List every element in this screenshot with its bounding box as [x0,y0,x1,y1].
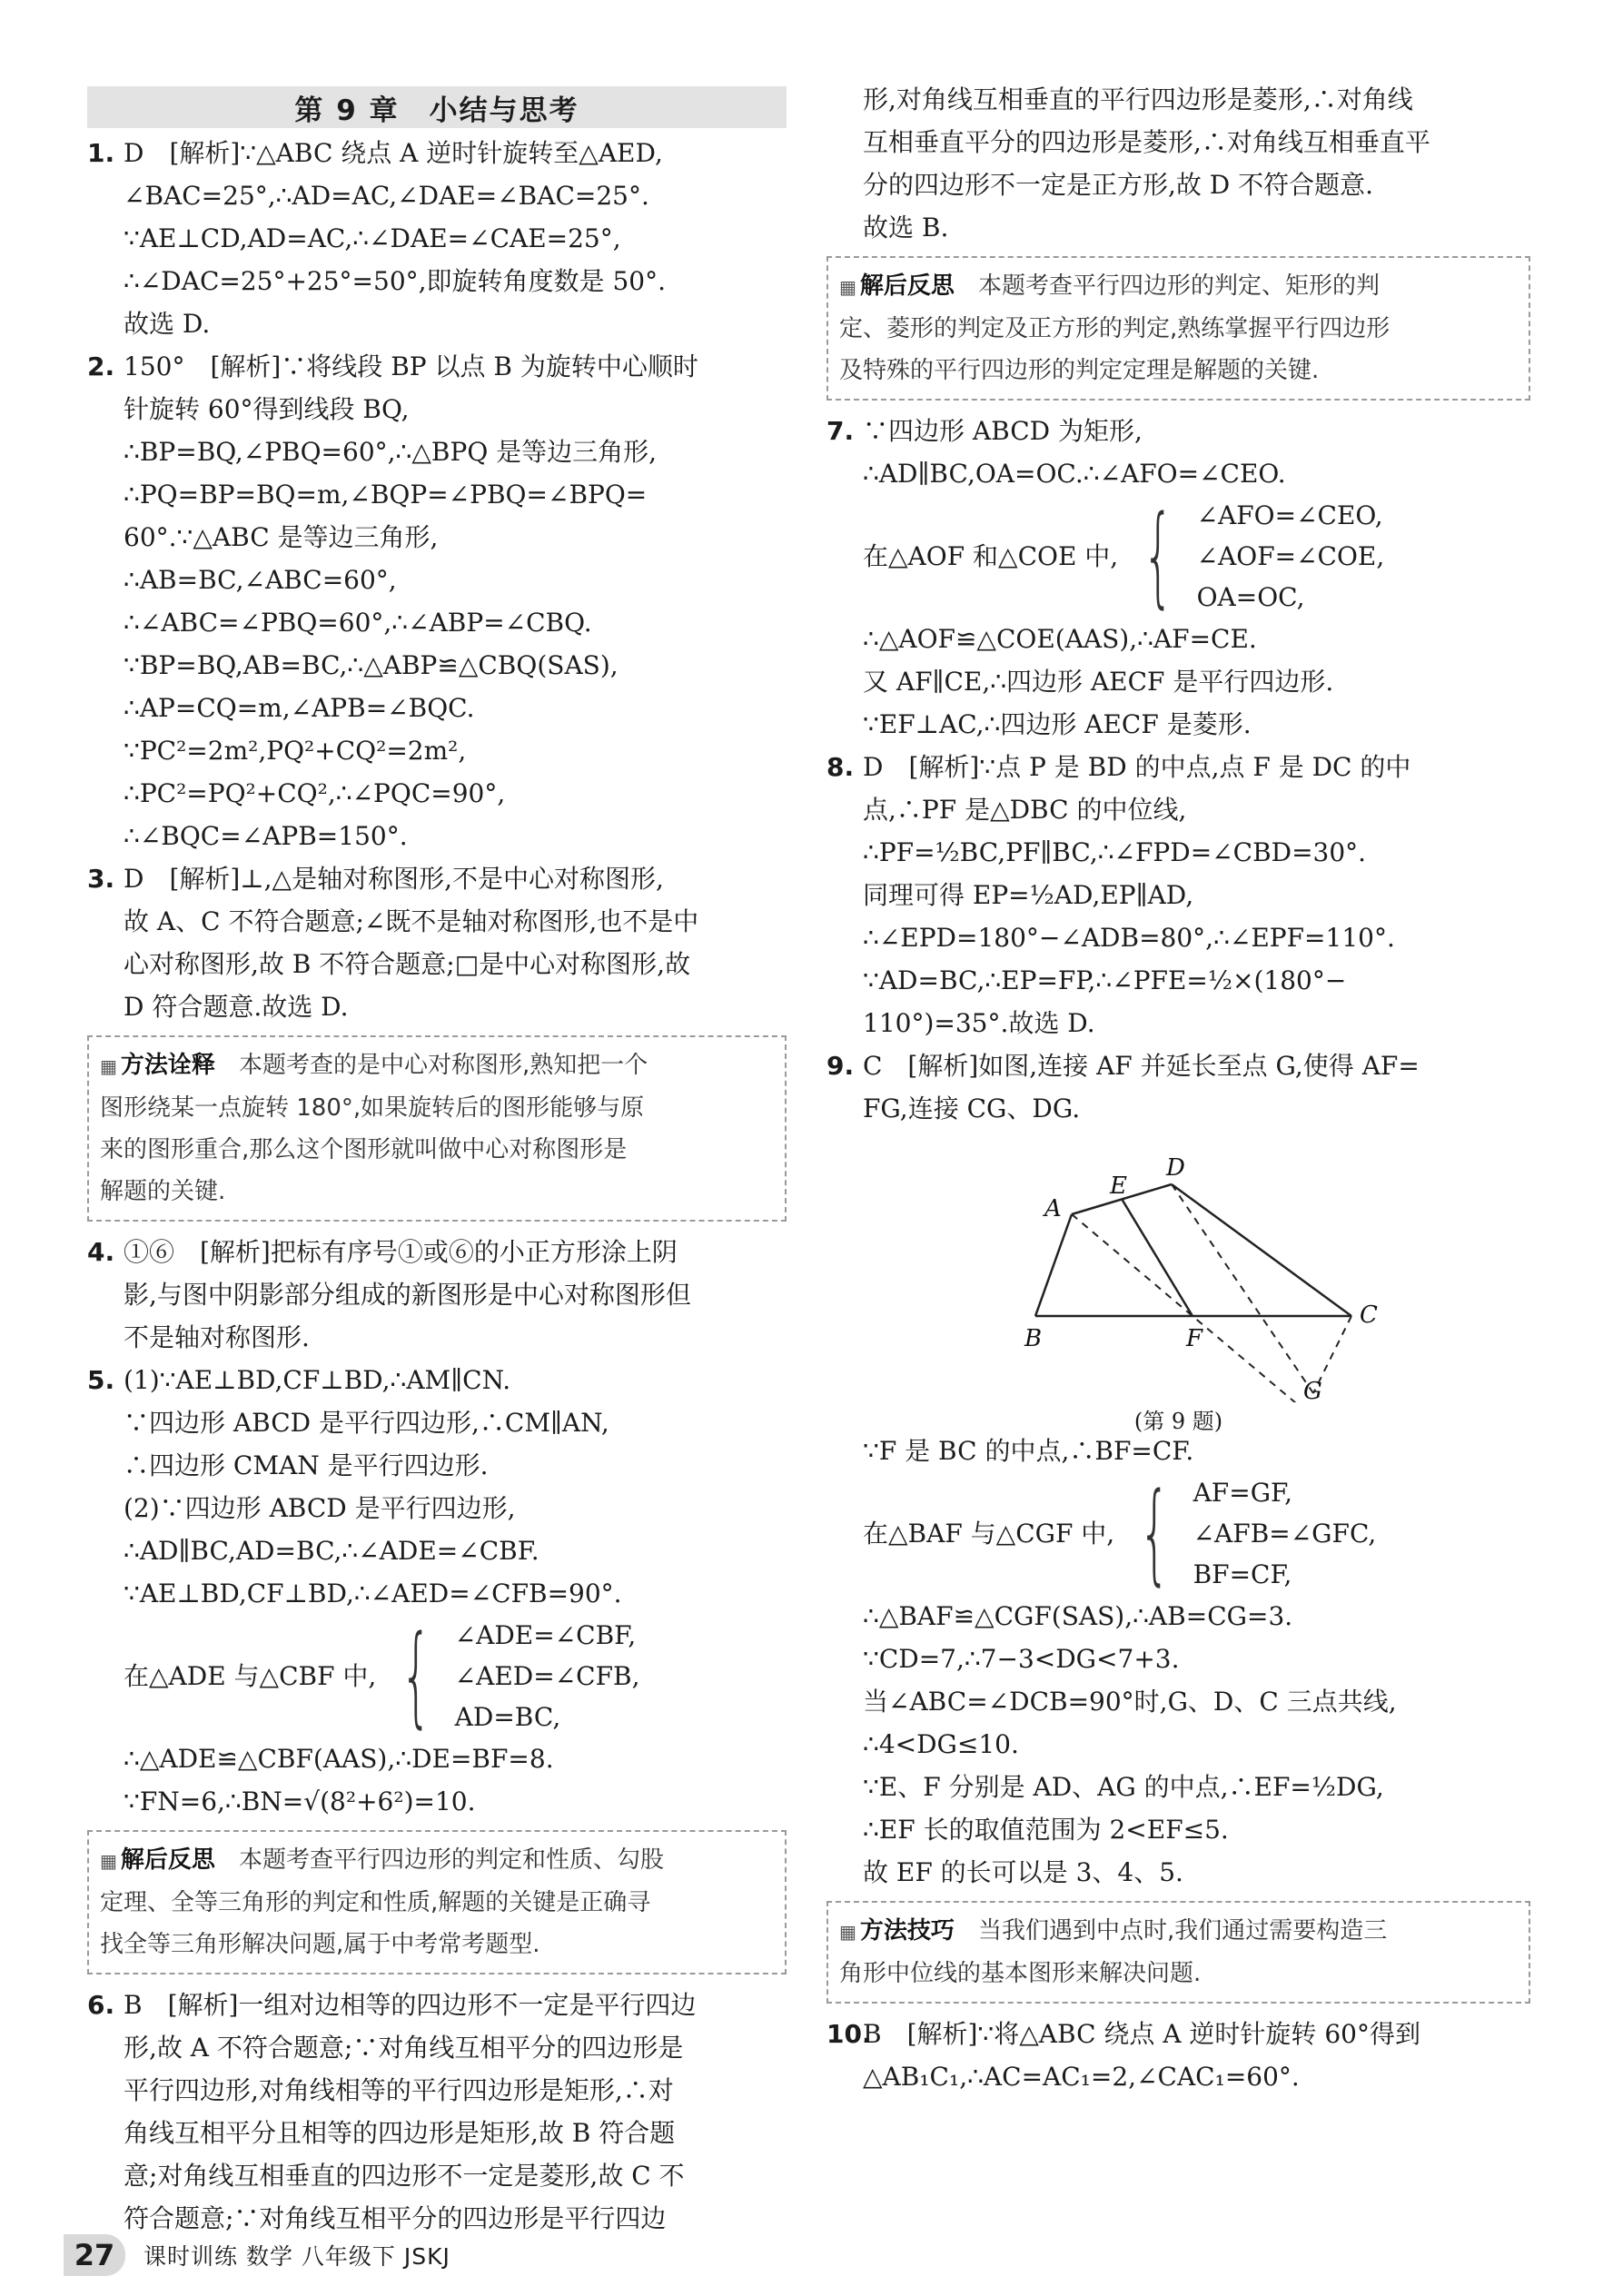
book-title: 课时训练 数学 八年级下 JSKJ [143,2243,450,2270]
question-3: 3. D [解析]⊥,△是轴对称图形,不是中心对称图形, 故 A、C 不符合题意;∠既不是轴对称图形,也不是中 心对称图形,故 B 不符合题意;□是中心对称图形,故 D 符合题意.故选 D. [87,857,787,1028]
note-tag: ▦ 解后反思 [839,272,955,300]
label-d: D [1166,1154,1185,1182]
segment-ab [1035,1214,1072,1316]
question-number: 2. [87,351,115,381]
question-number: 1. [87,138,115,168]
method-tip-note: ▦ 方法技巧 当我们遇到中点时,我们通过需要构造三 角形中位线的基本图形来解决问题. [826,1901,1530,2004]
segment-dc [1172,1184,1351,1316]
left-column [87,86,787,2240]
brace-icon: { [1143,492,1174,619]
label-a: A [1044,1195,1062,1222]
right-column [826,78,1530,2098]
segment-ag [1072,1214,1313,1402]
method-note: ▦ 方法诠释 本题考查的是中心对称图形,熟知把一个 图形绕某一点旋转 180°,如果旋转后的图形能够与原 来的图形重合,那么这个图形就叫做中心对称图形是 解题的关键. [87,1035,787,1222]
question-5: 5. (1)∵AE⊥BD,CF⊥BD,∴AM∥CN. ∵四边形 ABCD 是平行四边形,∴CM∥AN, ∴四边形 CMAN 是平行四边形. (2)∵四边形 ABCD 是平行四边形, ∴AD∥BC,AD=BC,∴∠ADE=∠CBF. ∵AE⊥BD,CF⊥BD,∴∠AED=∠CFB=90°. 在△ADE 与△CBF 中, { ∠ADE=∠CBF, ∠AED=∠CFB, AD=BC, ∴△ADE≌△CBF(AAS),∴DE=BF=8. ∵FN=6,∴BN=√(8²+6²)=10. [87,1359,787,1823]
question-number: 5. [87,1365,115,1395]
brace-system: 在△BAF 与△CGF 中, { AF=GF, ∠AFB=∠GFC, BF=CF, [863,1470,1377,1597]
brace-icon: { [1139,1470,1171,1597]
question-number: 7. [826,416,855,446]
question-6-continued: 形,对角线互相垂直的平行四边形是菱形,∴对角线 互相垂直平分的四边形是菱形,∴对角线互相垂直平 分的四边形不一定是正方形,故 D 不符合题意. 故选 B. [863,84,1430,242]
note-tag: ▦ 解后反思 [100,1846,215,1874]
brace-system: 在△ADE 与△CBF 中, { ∠ADE=∠CBF, ∠AED=∠CFB, AD=BC, [124,1612,640,1739]
question-8: 8. D [解析]∵点 P 是 BD 的中点,点 F 是 DC 的中 点,∴PF 是△DBC 的中位线, ∴PF=½BC,PF∥BC,∴∠FPD=∠CBD=30°. 同理可得 EP=½AD,EP∥AD, ∴∠EPD=180°−∠ADB=80°,∴∠EPF=110°. ∵AD=BC,∴EP=FP,∴∠PFE=½×(180°− 110°)=35°.故选 D. [826,746,1530,1044]
question-number: 8. [826,752,855,782]
question-number: 6. [87,1990,115,2020]
question-4: 4. ①⑥ [解析]把标有序号①或⑥的小正方形涂上阴 影,与图中阴影部分组成的新图形是中心对称图形但 不是轴对称图形. [87,1231,787,1359]
note-tag: ▦ 方法诠释 [100,1052,215,1079]
question-6: 6. B [解析]一组对边相等的四边形不一定是平行四边 形,故 A 不符合题意;∵对角线互相平分的四边形是 平行四边形,对角线相等的平行四边形是矩形,∴对 角线互相平分且相等的四边形是矩形,故 B 符合题 意;对角线互相垂直的四边形不一定是菱形,故 C 不 符合题意;∵对角线互相平分的四边形是平行四边 [87,1984,787,2240]
label-g: G [1303,1378,1322,1402]
label-e: E [1110,1173,1127,1200]
page-number: 27 [64,2234,125,2276]
question-number: 3. [87,864,115,894]
geometry-figure [826,1130,1530,1434]
note-tag: ▦ 方法技巧 [839,1917,955,1945]
segment-dg [1172,1184,1313,1393]
question-7: 7. ∵四边形 ABCD 为矩形, ∴AD∥BC,OA=OC.∴∠AFO=∠CEO. 在△AOF 和△COE 中, { ∠AFO=∠CEO, ∠AOF=∠COE, OA=OC, ∴△AOF≌△COE(AAS),∴AF=CE. 又 AF∥CE,∴四边形 AECF 是平行四边形. ∵EF⊥AC,∴四边形 AECF 是菱形. [826,410,1530,746]
label-f: F [1186,1325,1203,1352]
question-10: 10.B [解析]∵将△ABC 绕点 A 逆时针旋转 60°得到 △AB₁C₁,∴AC=AC₁=2,∠CAC₁=60°. [826,2013,1530,2098]
question-9: 9. C [解析]如图,连接 AF 并延长至点 G,使得 AF= FG,连接 CG、DG. A B C D E F G (第 9 题) ∵F 是 BC 的中点,∴BF=CF. 在△BAF 与△CGF 中, { AF=GF, ∠AFB=∠GFC, BF=CF, ∴△BAF≌△CGF(SAS),∴AB=CG=3. ∵CD=7,∴7−3<DG<7+3. 当∠ABC=∠DCB=90°时,G、D、C 三点共线, ∴4<DG≤10. ∵E、F 分别是 AD、AG 的中点,∴EF=½DG, ∴EF 长的取值范围为 2<EF≤5. 故 EF 的长可以是 3、4、5. [826,1044,1530,1894]
reflection-note: ▦ 解后反思 本题考查平行四边形的判定、矩形的判 定、菱形的判定及正方形的判定,熟练掌握平行四边形 及特殊的平行四边形的判定定理是解题的关键. [826,256,1530,401]
question-number: 4. [87,1237,115,1267]
figure-caption: (第 9 题) [1133,1409,1223,1434]
label-b: B [1024,1325,1043,1352]
figure-svg [826,1130,1530,1402]
brace-system: 在△AOF 和△COE 中, { ∠AFO=∠CEO, ∠AOF=∠COE, OA=OC, [863,492,1385,619]
question-number: 9. [826,1051,855,1081]
segment-ef [1122,1199,1193,1316]
reflection-note: ▦ 解后反思 本题考查平行四边形的判定和性质、勾股 定理、全等三角形的判定和性质,解题的关键是正确寻 找全等三角形解决问题,属于中考常考题型. [87,1830,787,1974]
question-number: 10. [826,2019,872,2049]
question-2: 2. 150° [解析]∵将线段 BP 以点 B 为旋转中心顺时 针旋转 60°得到线段 BQ, ∴BP=BQ,∠PBQ=60°,∴△BPQ 是等边三角形, ∴PQ=BP=BQ=m,∠BQP=∠PBQ=∠BPQ= 60°.∵△ABC 是等边三角形, ∴AB=BC,∠ABC=60°, ∴∠ABC=∠PBQ=60°,∴∠ABP=∠CBQ. ∵BP=BQ,AB=BC,∴△ABP≌△CBQ(SAS), ∴AP=CQ=m,∠APB=∠BQC. ∵PC²=2m²,PQ²+CQ²=2m², ∴PC²=PQ²+CQ²,∴∠PQC=90°, ∴∠BQC=∠APB=150°. [87,345,787,857]
page-footer [64,2234,450,2276]
brace-icon: { [401,1612,432,1739]
label-c: C [1360,1301,1378,1329]
chapter-title: 第 9 章 小结与思考 [87,86,787,128]
question-1: 1. D [解析]∵△ABC 绕点 A 逆时针旋转至△AED, ∠BAC=25°,∴AD=AC,∠DAE=∠BAC=25°. ∵AE⊥CD,AD=AC,∴∠DAE=∠CAE=25°, ∴∠DAC=25°+25°=50°,即旋转角度数是 50°. 故选 D. [87,132,787,345]
